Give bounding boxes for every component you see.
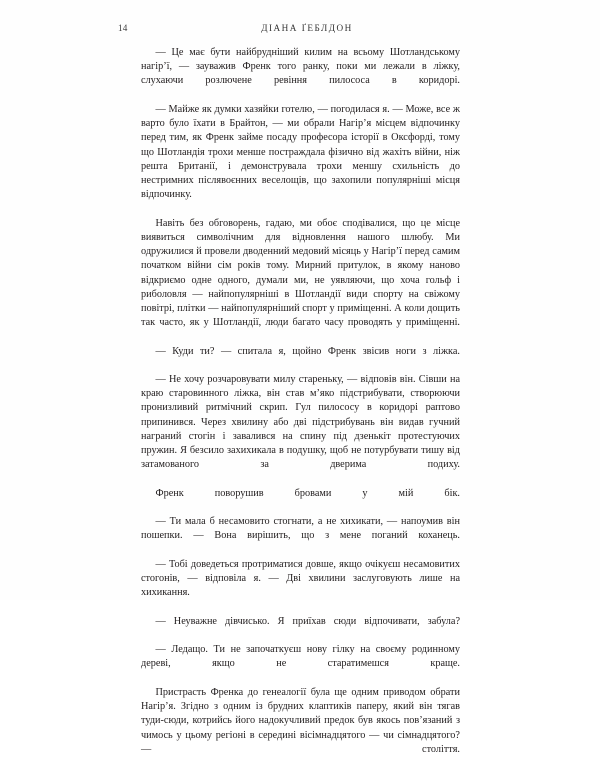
body-paragraph: — Ледащо. Ти не започаткуєш нову гілку на своєму родинному дереві, якщо не старатимешся краще. (141, 644, 460, 670)
page-number: 14 (118, 23, 128, 33)
body-paragraph: — Майже як думки хазяйки готелю, — погодилася я. — Може, все ж варто було їхати в Брайтон, — ми обрали Нагірʼя місцем відпочинку перед тим, як Френк займе посаду професора історії в Оксфорді, тому що Шотландія трохи менше постраждала фізично від жахіть війни, ніж решта Британії, і демонструвала трохи меншу схильність до нестримних післявоєнних веселощів, що захопили популярніші місця відпочинку. (141, 103, 460, 201)
body-paragraph: Пристрасть Френка до генеалогії була ще одним приводом обрати Нагірʼя. Згідно з одним із брудних клаптиків паперу, який він тягав туди-сюди, котрийсь його надокучливий предок був якось повʼязаний з чимось у цьому регіоні в середині вісімнадцятого — чи сімнадцятого? — століття. (141, 686, 460, 755)
body-paragraph: — Тобі доведеться протриматися довше, якщо очікуєш несамовитих стогонів, — відповіла я. — Дві хвилини заслуговують лише на хихикання. (141, 558, 460, 599)
body-text-block (141, 46, 460, 771)
body-paragraph: — Це має бути найбрудніший килим на всьому Шотландському нагірʼї, — зауважив Френк того ранку, поки ми лежали в ліжку, слухаючи розлючене ревіння пилососа в коридорі. (141, 47, 460, 87)
body-paragraph: — Куди ти? — спитала я, щойно Френк звісив ноги з ліжка. (155, 345, 460, 357)
body-paragraph: — Не хочу розчаровувати милу стареньку, — відповів він. Сівши на краю старовинного ліжка, він став мʼяко підстрибувати, створюючи пронизливий ритмічний скрип. Гул пилососу в коридорі раптово припинився. Через хвилину або дві підстрибувань він видав гучний награний стогін і завалився на спину під дзенькіт протестуючих пружин. Я безсило захихикала в подушку, щоб не потурбувати тишу від затамованого за дверима подиху. (141, 374, 460, 471)
body-paragraph: — Ти мала б несамовито стогнати, а не хихикати, — напоумив він пошепки. — Вона вирішить, що з мене поганий коханець. (141, 516, 460, 542)
body-paragraph: Навіть без обговорень, гадаю, ми обоє сподівалися, що це місце виявиться символічним для відновлення нашого шлюбу. Ми одружилися й провели дводенний медовий місяць у Нагірʼї перед самим початком війни сім років тому. Мирний притулок, в якому наново відкриємо одне одного, думали ми, не уявляючи, що хоча гольф і риболовля — найпопулярніші в Шотландії види спорту на свіжому повітрі, плітки — найпопулярніший спорт у приміщенні. А коли дощить так часто, як у Шотландії, люди багато часу проводять у приміщенні. (141, 217, 460, 329)
body-paragraph: Френк поворушив бровами у мій бік. (155, 487, 460, 499)
running-head-title: ДІАНА ҐЕБЛДОН (261, 23, 353, 33)
running-head (118, 20, 482, 36)
body-paragraph: — Неуважне дівчисько. Я приїхав сюди відпочивати, забула? (155, 615, 460, 627)
